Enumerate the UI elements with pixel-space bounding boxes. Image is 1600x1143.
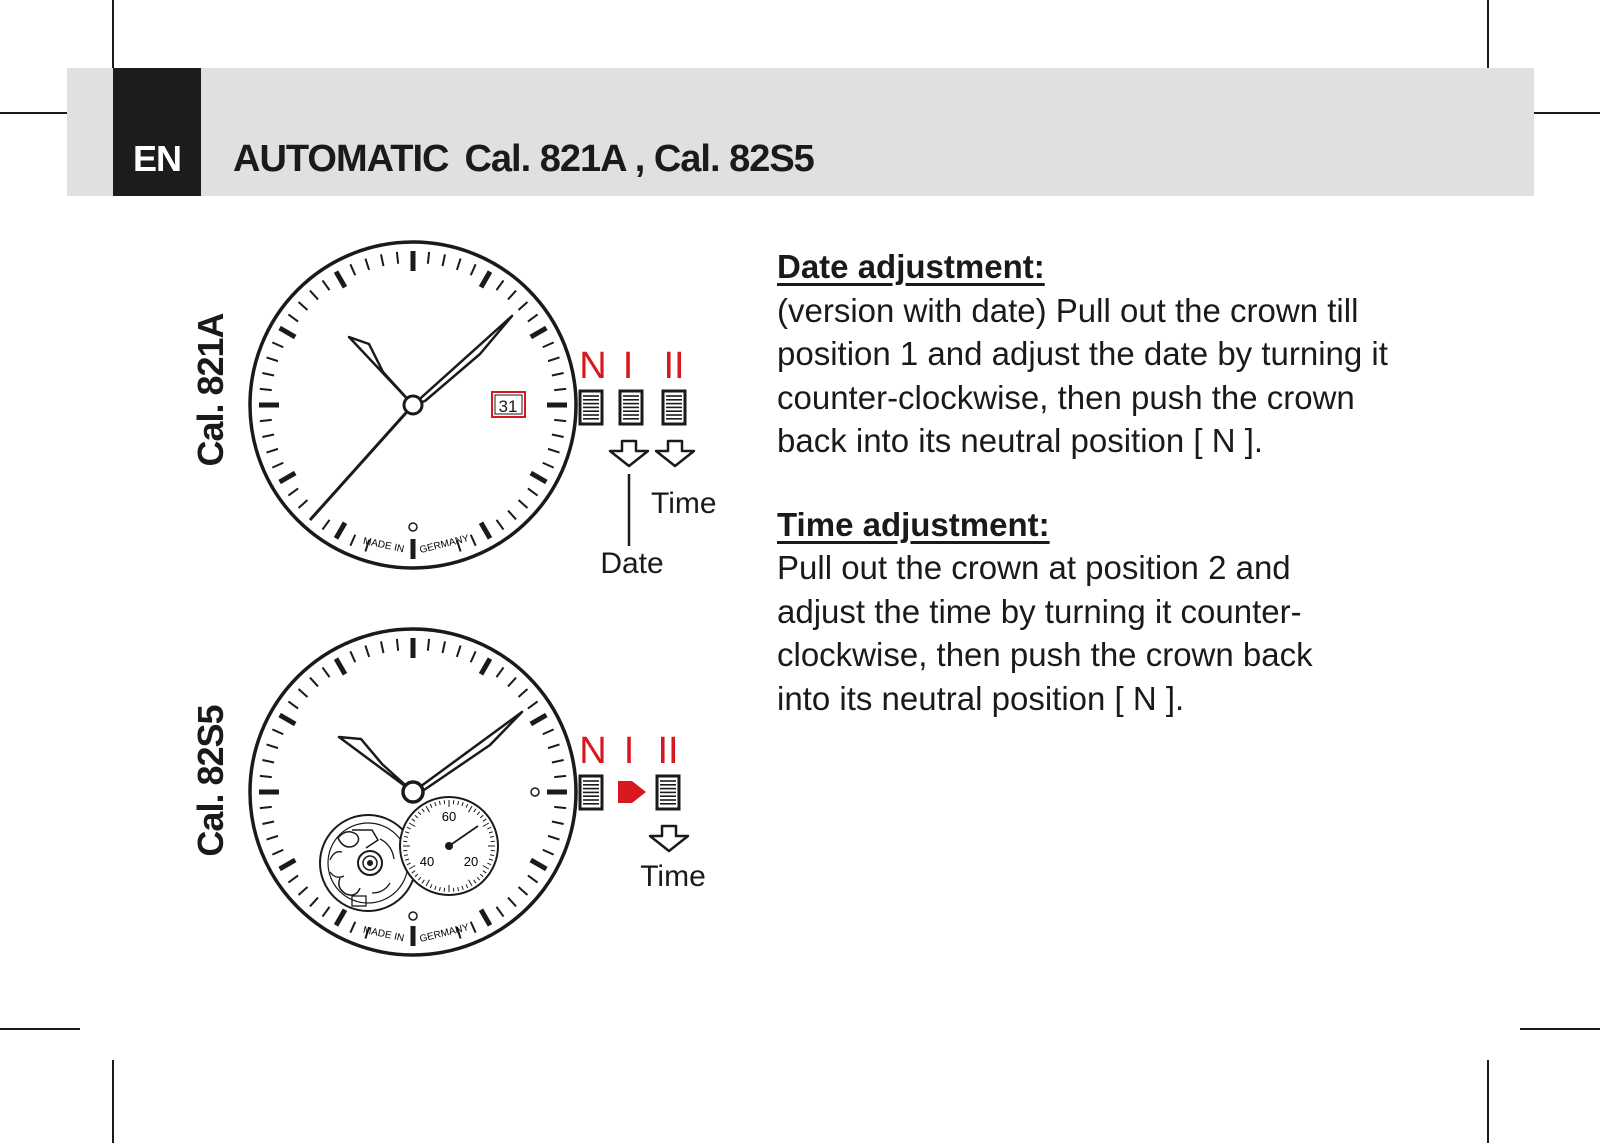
minute-tick [365, 646, 369, 657]
crown-position-ii-label: II [663, 345, 685, 387]
minute-tick [299, 689, 308, 697]
hour-hand [339, 737, 413, 792]
minute-tick [543, 850, 554, 855]
minute-tick [519, 887, 528, 895]
minute-tick [471, 651, 476, 662]
minute-tick [552, 760, 564, 762]
minute-tick [508, 678, 516, 687]
crown-ii [657, 776, 679, 809]
minute-tick [543, 729, 554, 734]
page-title-movement-type: AUTOMATIC [233, 138, 449, 180]
minute-tick [528, 701, 538, 708]
skip-arrow-red-icon [618, 781, 646, 803]
minute-tick [310, 898, 318, 907]
minute-tick [397, 639, 398, 651]
crown-position-i-label: I [622, 345, 634, 387]
hour-index [336, 910, 345, 926]
minute-tick [548, 744, 559, 748]
minute-tick [288, 701, 298, 708]
hour-index [481, 910, 490, 926]
minute-tick [548, 836, 559, 840]
minute-tick [262, 822, 274, 824]
minute-tick [299, 887, 308, 895]
callout-time-821a: Time [651, 487, 717, 520]
crop-mark-bottom-right [1487, 1060, 1489, 1143]
dial-text-made-in: MADE IN [361, 535, 406, 556]
watch-diagram-82s5 [0, 0, 760, 1000]
time-adjustment-heading: Time adjustment: [777, 505, 1050, 543]
hour-index [531, 860, 547, 869]
hour-index [531, 715, 547, 724]
minute-tick [272, 850, 283, 855]
minute-tick [262, 760, 274, 762]
callout-date-821a: Date [600, 547, 664, 580]
minute-tick [350, 651, 355, 662]
hour-index [336, 659, 345, 675]
minute-tick [554, 776, 566, 777]
minute-tick [322, 667, 329, 677]
date-window-number: 31 [498, 397, 518, 416]
minute-tick [272, 729, 283, 734]
crop-mark-left-lower [0, 1028, 80, 1030]
crown-position-n-label: N [579, 730, 607, 772]
instructions [777, 245, 1477, 720]
time-adjustment-body: Pull out the crown at position 2 and adjust the time by turning it counter-clockwise, then push the crown back into its neutral position [ N ]. [777, 549, 1313, 717]
callout-time-82s5: Time [640, 860, 706, 893]
minute-tick [381, 641, 383, 653]
minute-tick [267, 836, 278, 840]
minute-tick [322, 907, 329, 917]
minute-hand [413, 712, 522, 792]
dial-text-germany: GERMANY [418, 533, 471, 557]
subdial-pinion [445, 842, 453, 850]
pull-arrow-ii-icon [650, 826, 688, 851]
subdial-label-20: 20 [463, 854, 479, 869]
minute-tick [554, 807, 566, 808]
crown-position-ii-label: II [657, 730, 679, 772]
page-title-calibers: Cal. 821A , Cal. 82S5 [464, 138, 814, 180]
crop-mark-right-lower [1520, 1028, 1600, 1030]
minute-tick [457, 646, 461, 657]
minute-tick [350, 922, 355, 933]
minute-tick [519, 689, 528, 697]
minute-tick [471, 922, 476, 933]
caliber-label-821a: Cal. 821A [190, 313, 231, 467]
minute-tick [428, 639, 429, 651]
crown-position-n-label: N [579, 345, 607, 387]
dial-text-germany: GERMANY [418, 922, 471, 946]
minute-tick [260, 807, 272, 808]
minute-tick [267, 744, 278, 748]
six-oclock-marker [409, 912, 417, 920]
minute-tick [260, 776, 272, 777]
minute-tick [528, 875, 538, 882]
date-adjustment-heading: Date adjustment: [777, 248, 1045, 285]
minute-tick [496, 667, 503, 677]
minute-tick [508, 898, 516, 907]
center-pinion [403, 782, 423, 802]
subdial-label-60: 60 [441, 809, 457, 824]
minute-tick [310, 678, 318, 687]
crop-mark-bottom-left [112, 1060, 114, 1143]
language-code: EN [132, 138, 181, 179]
hour-index [481, 659, 490, 675]
minute-tick [496, 907, 503, 917]
hour-index [280, 715, 296, 724]
minute-tick [552, 822, 564, 824]
crown-position-i-label: I [623, 730, 635, 772]
dial-text-made-in: MADE IN [361, 924, 406, 945]
subdial-label-40: 40 [419, 854, 435, 869]
minute-tick [288, 875, 298, 882]
three-oclock-marker [531, 788, 539, 796]
caliber-label-82s5: Cal. 82S5 [190, 705, 231, 857]
open-heart-balance-icon [320, 815, 416, 911]
hour-index [280, 860, 296, 869]
minute-tick [443, 641, 445, 653]
date-adjustment-body: (version with date) Pull out the crown till position 1 and adjust the date by turning it counter-clockwise, then push the crown back into its neutral position [ N ]. [777, 291, 1388, 459]
crown-n [580, 776, 602, 809]
